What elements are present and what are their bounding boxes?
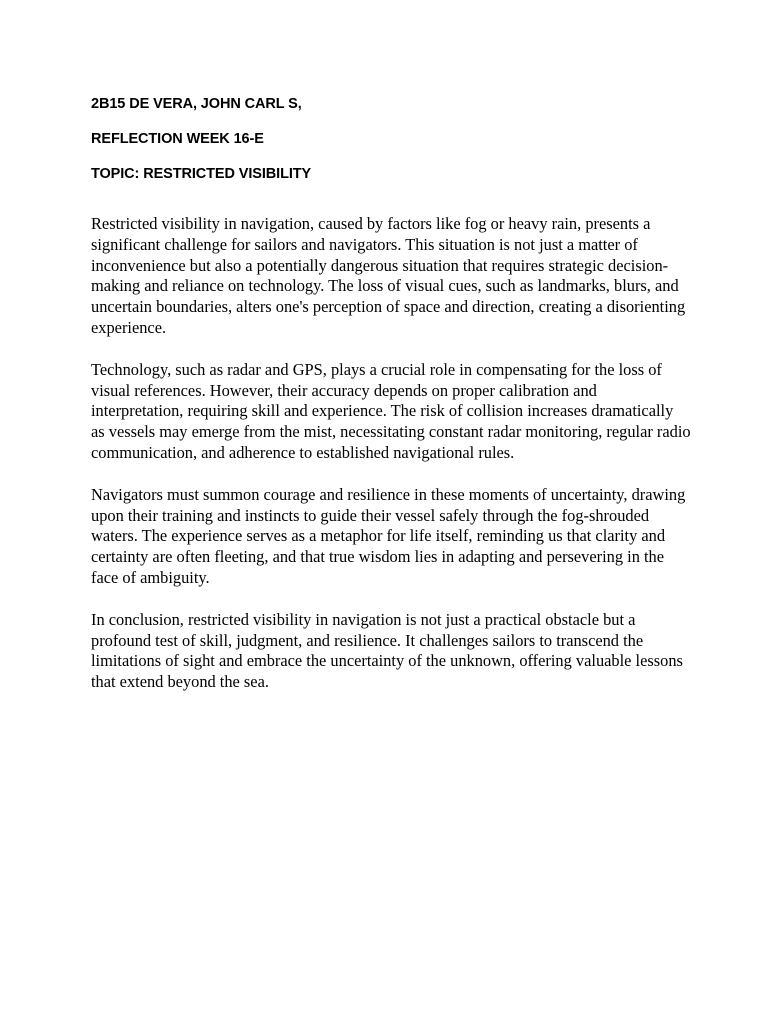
paragraph-navigators: Navigators must summon courage and resilience in these moments of uncertainty, drawing upon their training and instincts to guide their vessel safely through the fog-shrouded waters. The experience serves as a metaphor for life itself, reminding us that clarity and certainty are often fleeting, and that true wisdom lies in adapting and persevering in the face of ambiguity.: [91, 484, 686, 587]
document-body: [91, 95, 691, 714]
author-line: 2B15 DE VERA, JOHN CARL S,: [91, 96, 302, 112]
paragraph-intro: Restricted visibility in navigation, caused by factors like fog or heavy rain, presents a significant challenge for sailors and navigators. This situation is not just a matter of inconvenience but also a potentially dangerous situation that requires strategic decision-making and reliance on technology. The loss of visual cues, such as landmarks, blurs, and uncertain boundaries, alters one's perception of space and direction, creating a disorienting experience.: [91, 214, 686, 337]
reflection-line: REFLECTION WEEK 16-E: [91, 131, 264, 147]
topic-line: TOPIC: RESTRICTED VISIBILITY: [91, 166, 312, 182]
paragraph-conclusion: In conclusion, restricted visibility in navigation is not just a practical obstacle but a profound test of skill, judgment, and resilience. It challenges sailors to transcend the limitations of sight and embrace the uncertainty of the unknown, offering valuable lessons that extend beyond the sea.: [91, 609, 683, 692]
paragraph-technology: Technology, such as radar and GPS, plays a crucial role in compensating for the loss of visual references. However, their accuracy depends on proper calibration and interpretation, requiring skill and experience. The risk of collision increases dramatically as vessels may emerge from the mist, necessitating constant radar monitoring, regular radio communication, and adherence to established navigational rules.: [91, 359, 691, 462]
